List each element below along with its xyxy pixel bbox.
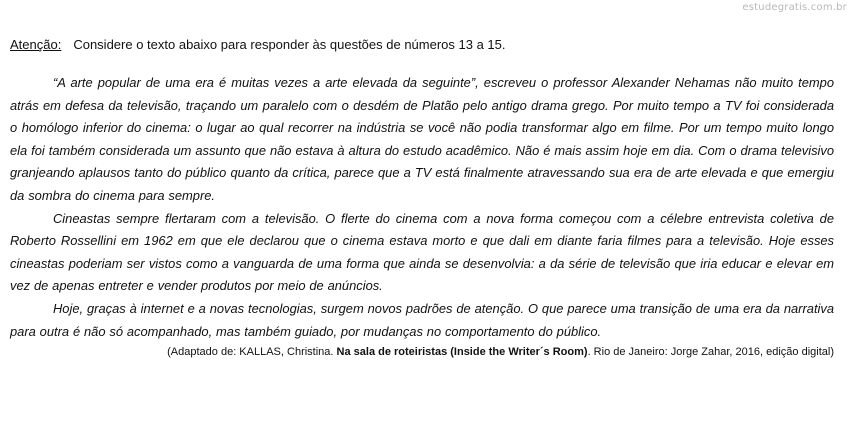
source-prefix: (Adaptado de: KALLAS, Christina. xyxy=(167,346,337,359)
paragraph-3: Hoje, graças à internet e a novas tecnologias, surgem novos padrões de atenção. O que parece uma transição de uma era da narrativa para outra é não só acompanhado, mas também guiado, por mudanças no comportamento do público. xyxy=(10,300,834,339)
attention-label: Atenção: xyxy=(10,37,62,52)
source-suffix: . Rio de Janeiro: Jorge Zahar, 2016, edição digital) xyxy=(587,346,834,359)
source-citation xyxy=(10,345,834,359)
question-text-block xyxy=(10,36,834,359)
attention-heading xyxy=(10,36,834,54)
source-title: Na sala de roteiristas (Inside the Writer´s Room) xyxy=(336,346,588,359)
site-watermark: estudegratis.com.br xyxy=(742,2,847,13)
paragraph-2: Cineastas sempre flertaram com a televisão. O flerte do cinema com a nova forma começou com a célebre entrevista coletiva de Roberto Rossellini em 1962 em que ele declarou que o cinema estava morto e que dali em diante faria filmes para a televisão. Hoje esses cineastas poderiam ser vistos como a vanguarda de uma forma que ainda se desenvolvia: a da série de televisão que iria educar e elevar em vez de apenas entreter e vender produtos por meio de anúncios. xyxy=(10,210,834,294)
paragraph-1: “A arte popular de uma era é muitas vezes a arte elevada da seguinte”, escreveu o professor Alexander Nehamas não muito tempo atrás em defesa da televisão, traçando um paralelo com o desdém de Platão pelo antigo drama grego. Por muito tempo a TV foi considerada o homólogo inferior do cinema: o lugar ao qual recorrer na indústria se você não podia transformar algo em filme. Por um tempo muito longo ela foi também considerada um assunto que não estava à altura do estudo acadêmico. Não é mais assim hoje em dia. Com o drama televisivo granjeando aplausos tanto do público quanto da crítica, parece que a TV está finalmente atravessando sua era de arte elevada e que emergiu da sombra do cinema para sempre. xyxy=(10,75,834,203)
attention-text: Considere o texto abaixo para responder às questões de números 13 a 15. xyxy=(73,37,506,52)
